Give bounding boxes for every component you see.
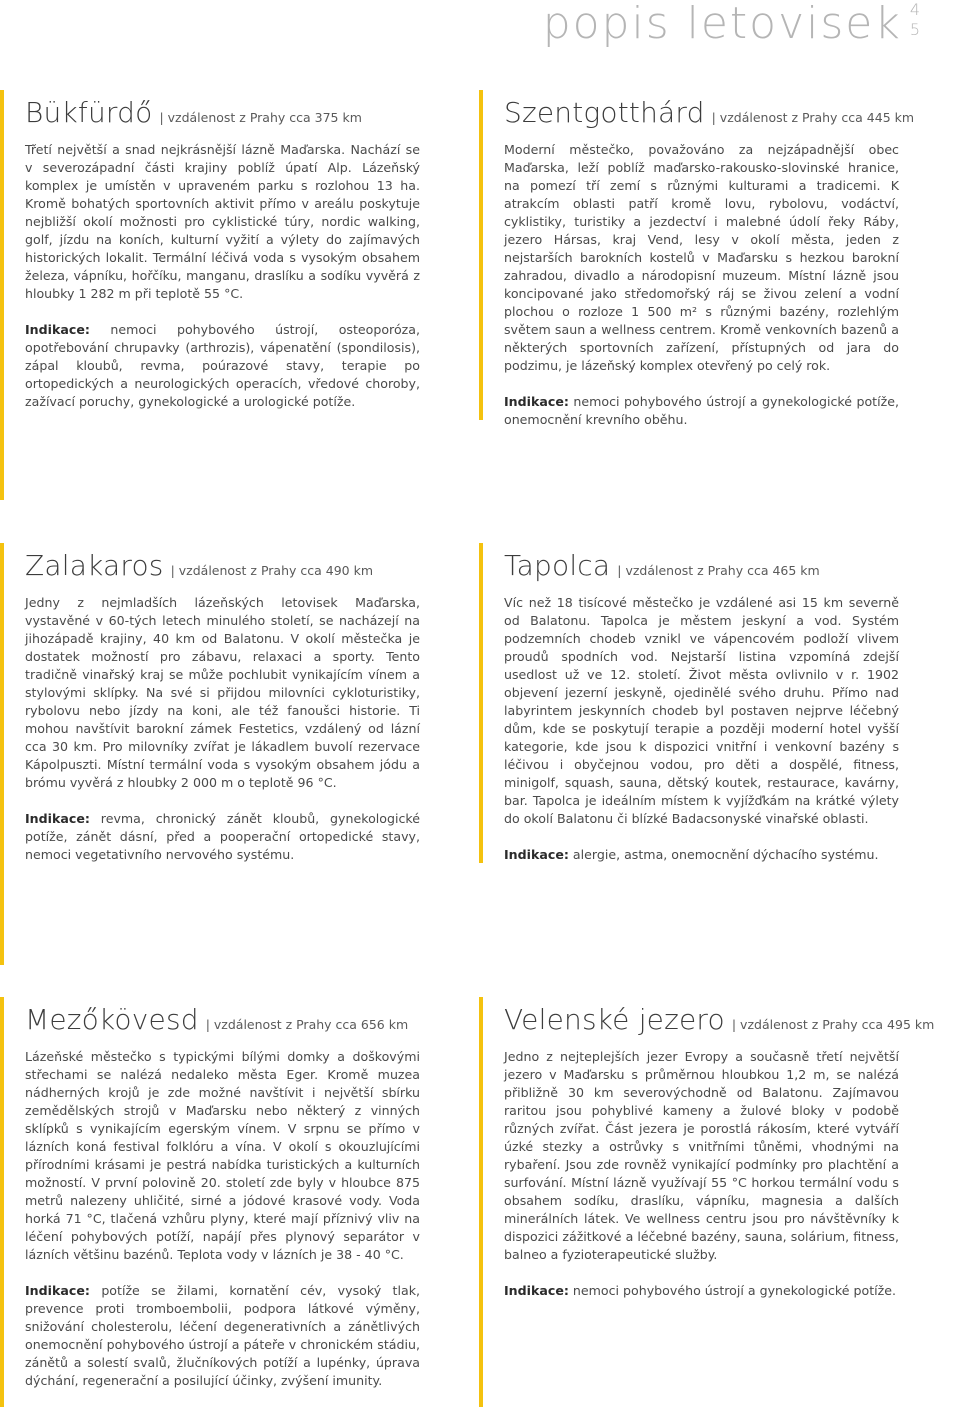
section-velenske-jezero (479, 997, 935, 1407)
page-numbers (910, 0, 920, 40)
indikace-text: nemoci pohybového ústrojí a gynekologické potíže, onemocnění krevního oběhu. (504, 394, 899, 427)
resort-distance: | vzdálenost z Prahy cca 495 km (731, 1017, 935, 1032)
indikace-text: nemoci pohybového ústrojí a gynekologické potíže. (572, 1283, 897, 1298)
resort-name: Zalakaros (25, 549, 164, 582)
indikace-label: Indikace: (25, 322, 90, 337)
accent-bar (0, 997, 4, 1407)
accent-bar (0, 90, 4, 500)
section-mezokovesd (0, 997, 420, 1407)
indikace-label: Indikace: (504, 1283, 569, 1298)
indikace-text: potíže se žilami, kornatění cév, vysoký tlak, prevence proti tromboembolii, podpora látkové výměny, snižování cholesterolu, léčení degenerativních a zánětlivých onemocnění pohybového ústrojí a páteře v chronickém stádiu, zánětů a solestí svalů, žlučníkových potíží a lupénky, úprava dýchání, regenerační a posilující účinky, zvýšení imunity. (25, 1283, 420, 1388)
indikace-label: Indikace: (25, 1283, 90, 1298)
resort-distance: | vzdálenost z Prahy cca 490 km (170, 563, 374, 578)
resort-name: Velenské jezero (504, 1003, 725, 1036)
resort-name: Tapolca (504, 549, 611, 582)
resort-distance: | vzdálenost z Prahy cca 465 km (617, 563, 820, 578)
resort-distance: | vzdálenost z Prahy cca 656 km (205, 1017, 409, 1032)
resort-description: Třetí největší a snad nejkrásnější lázně Maďarska. Nachází se v severozápadní části krajiny poblíž úpatí Alp. Lázeňský komplex je umístěn v upraveném parku s rozlohou 13 ha. Kromě bohatých sportovních aktivit přímo v areálu poskytuje nejbližší okolí možnosti pro cyklistické túry, nordic walking, golf, jízdu na koních, kulturní vyžití a výlety do zajímavých historických lokalit. Termální léčivá voda s vysokým obsahem železa, vápníku, hořčíku, manganu, draslíku a sodíku vyvěrá z hloubky 1 282 m při teplotě 55 °C. (25, 142, 420, 301)
accent-bar (0, 543, 4, 965)
indikace-text: revma, chronický zánět kloubů, gynekologické potíže, zánět dásní, před a pooperační ortopedické stavy, nemoci vegetativního nervového systému. (25, 811, 420, 862)
resort-distance: | vzdálenost z Prahy cca 445 km (711, 110, 915, 125)
indikace-label: Indikace: (25, 811, 90, 826)
indikace-label: Indikace: (504, 847, 569, 862)
resort-distance: | vzdálenost z Prahy cca 375 km (159, 110, 362, 125)
indikace-text: nemoci pohybového ústrojí, osteoporóza, opotřebování chrupavky (arthrozis), vápenatění (spondilosis), zápal kloubů, revma, poúrazové stavy, terapie po ortopedických a neurologických operacích, vředové choroby, zažívací poruchy, gynekologické a urologické potíže. (25, 322, 420, 409)
accent-bar (479, 90, 483, 420)
indikace-text: alergie, astma, onemocnění dýchacího systému. (572, 847, 879, 862)
page-title: popis letovisek (542, 0, 902, 49)
section-szentgotthard (479, 90, 915, 427)
page-number-left: 4 (909, 0, 920, 19)
section-zalakaros (0, 543, 420, 965)
resort-name: Bükfürdő (25, 96, 153, 129)
resort-name: Szentgotthárd (504, 96, 705, 129)
resort-description: Víc než 18 tisícové městečko je vzdálené asi 15 km severně od Balatonu. Tapolca je městem jeskyní a vod. Systém podzemních chodeb vznikl ve vápencovém podloží vlivem proudů spodních vod. Nejstarší listina vzpomíná zdejší usedlost už ve 12. století. Život města ovlivnilo v r. 1902 objevení jezerní jeskyně, ojedinělé svého druhu. Přímo nad labyrintem jeskynních chodeb byl postaven nejprve léčebný dům, kde se poskytují terapie a později moderní hotel vyšší kategorie, kde jsou k dispozici vnitřní i venkovní bazény s léčivou i obyčejnou vodou, pro děti a dospělé, fitness, minigolf, squash, sauna, dětský koutek, restaurace, kavárny, bar. Tapolca je ideálním místem k vyjížďkám na krátké výlety do okolí Balatonu či blízké Badacsonyské vinařské oblasti. (504, 595, 899, 826)
section-tapolca (479, 543, 899, 863)
resort-name: Mezőkövesd (25, 1003, 199, 1036)
resort-description: Jedny z nejmladších lázeňských letovisek Maďarska, vystavěné v 60-tých letech minulého století, se nacházejí na jihozápadě krajiny, 40 km od Balatonu. V okolí městečka je dostatek možností pro zábavu, relaxaci a sporty. Tento tradičně vinařský kraj se může pochlubit vynikajícím vínem a stylovými sklípky. Na své si přijdou milovníci cykloturistiky, rybolovu nebo jízdy na koni, ale též fanoušci historie. Ti mohou navštívit barokní zámek Festetics, vzdálený od lázní cca 30 km. Pro milovníky zvířat je lákadlem buvolí rezervace Kápolpuszti. Místní termální voda s vysokým obsahem jódu a brómu vyvěrá z hloubky 2 000 m o teplotě 96 °C. (25, 595, 420, 790)
resort-description: Moderní městečko, považováno za nejzápadnější obec Maďarska, leží poblíž maďarsko-rakousko-slovinské hranice, na pomezí tří zemí s různými kulturami a tradicemi. K atrakcím oblasti patří kromě lovu, rybolovu, vodáctví, cyklistiky, turistiky a jezdectví i malebné údolí řeky Ráby, jezero Hársas, kraj Vend, lesy v okolí města, jeden z nejstarších barokních kostelů v Maďarsku s hezkou barokní zahradou, divadlo a národopisní muzeum. Místní lázně jsou koncipované jako středomořský ráj se živou zelení a vodní plochou o rozloze 1 500 m² s různými bazény, rozlehlým světem saun a wellness centrem. Kromě venkovních bazenů a některých sportovních zařízení, přístupných od jara do podzimu, je lázeňský komplex otevřený po celý rok. (504, 142, 899, 373)
section-bukfurdo (0, 90, 420, 500)
resort-description: Jedno z nejteplejších jezer Evropy a současně třetí největší jezero v Maďarsku s průměrnou hloubkou 1,2 m, se nalézá přibližně 30 km severovýchodně od Balatonu. Zajímavou raritou jsou pohyblivé kameny a žulové bloky v podobě různých zvířat. Část jezera je porostlá rákosím, které vytváří úzké stezky a ostrůvky s vnitřními tůněmi, vhodnými na rybaření. Jsou zde rovněž vynikající podmínky pro plachtění a surfování. Místní lázně využívají 55 °C horkou termální vodu s obsahem sodíku, draslíku, vápníku, magnesia a dalších minerálních látek. Ve wellness centru jsou pro návštěvníky k dispozici zážitkové a léčebné bazény, sauna, solárium, fitness, balneo a fyzioterapeutické služby. (504, 1049, 899, 1262)
accent-bar (479, 997, 483, 1407)
page-header (543, 0, 920, 50)
accent-bar (479, 543, 483, 863)
resort-description: Lázeňské městečko s typickými bílými domky a doškovými střechami se nalézá nedaleko města Eger. Kromě muzea nádherných krojů je zde možné navštívit i největší sbírku zemědělských strojů v Maďarsku nebo některý z vinných sklípků s vynikajícím egerským vínem. V srpnu se přímo v lázních koná festival folklóru a vína. V okolí s okouzlujícími přírodními krásami je pestrá nabídka turistických a kulturních možností. V první polovině 20. století zde byly v hloubce 875 metrů nalezeny uhličité, sirné a jódové krasové vody. Voda horká 71 °C, tlačená vzhůru plyny, které mají příznivý vliv na léčení pohybových potíží, napájí přes plynový separátor v lázních většinu bazénů. Teplota vody v lázních je 38 - 40 °C. (25, 1049, 420, 1262)
indikace-label: Indikace: (504, 394, 569, 409)
page-number-right: 5 (909, 20, 920, 39)
